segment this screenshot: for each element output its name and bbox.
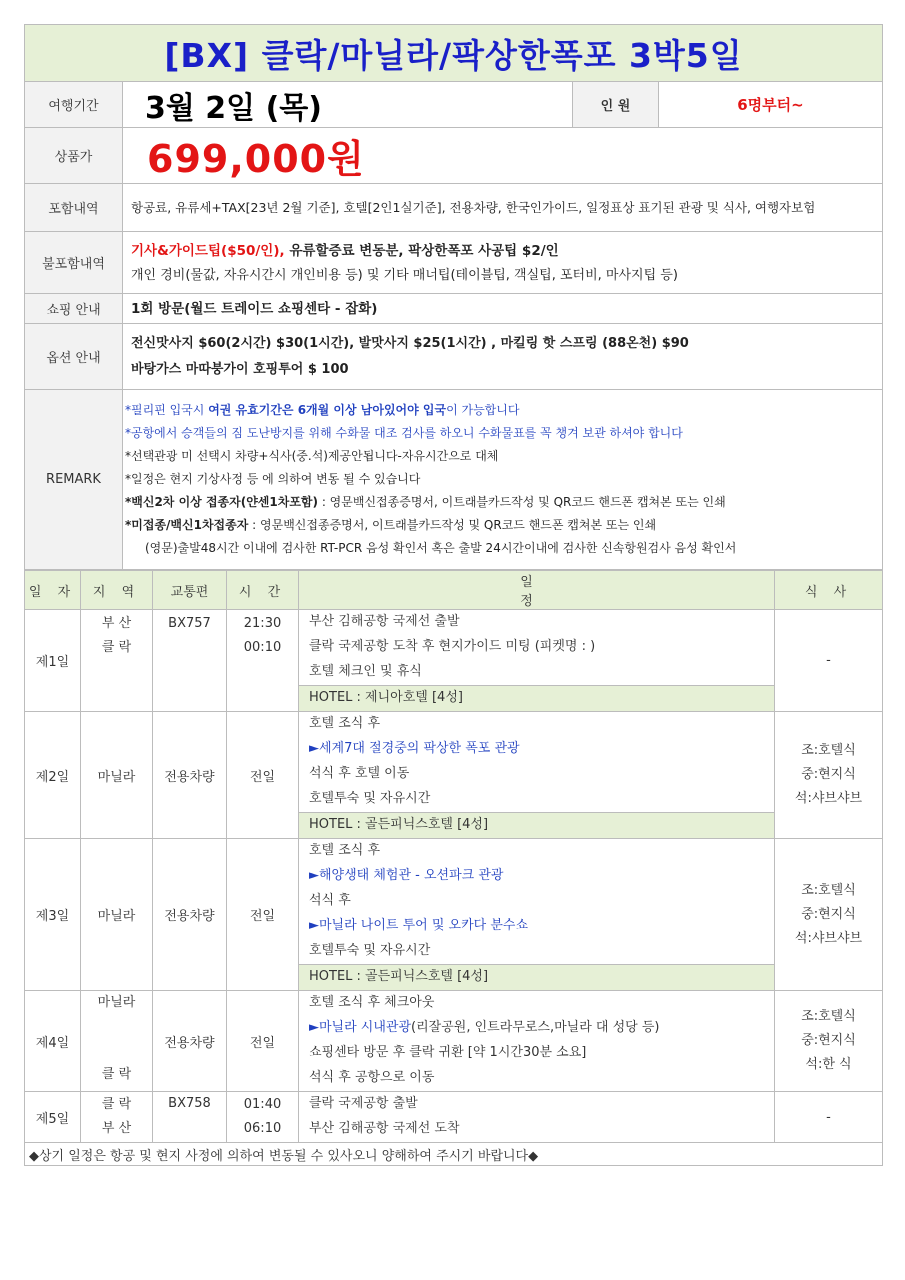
price-value: 699,000원 (123, 128, 883, 184)
period-label: 여행기간 (25, 82, 123, 128)
day5-label: 제5일 (25, 1092, 81, 1143)
included-label: 포함내역 (25, 184, 123, 232)
day3-time: 전일 (227, 839, 299, 991)
day1-plan: 부산 김해공항 국제선 출발 클락 국제공항 도착 후 현지가이드 미팅 (피켓명 : ) 호텔 체크인 및 휴식 HOTEL : 제니아호텔 [4성] (299, 610, 775, 712)
day4-meals: 조:호텔식 중:현지식 석:한 식 (775, 991, 883, 1092)
header-plan: 일 정 (299, 571, 775, 610)
footer-notice: ◆상기 일정은 항공 및 현지 사정에 의하여 변동될 수 있사오니 양해하여 주시기 바랍니다◆ (25, 1143, 883, 1166)
day4-plan: 호텔 조식 후 체크아웃 ►마닐라 시내관광(리잘공원, 인트라무로스,마닐라 대 성당 등) 쇼핑센타 방문 후 클락 귀환 [약 1시간30분 소요] 석식 후 공항으로 이동 (299, 991, 775, 1092)
day3-transport: 전용차량 (153, 839, 227, 991)
day4-time: 전일 (227, 991, 299, 1092)
remark-passport: *필리핀 입국시 여권 유효기간은 6개월 이상 남아있어야 입국이 가능합니다 (125, 403, 520, 417)
day1-label: 제1일 (25, 610, 81, 712)
remark-content (123, 390, 883, 570)
itinerary-sheet (24, 24, 882, 1166)
day2-region: 마닐라 (81, 712, 153, 839)
excluded-tip-text: 기사&가이드팁($50/인), (131, 242, 285, 259)
day4-row (25, 991, 883, 1092)
header-day: 일 자 (25, 571, 81, 610)
day3-hotel: HOTEL : 골든피닉스호텔 [4성] (299, 964, 775, 990)
day5-region: 클 락 부 산 (81, 1092, 153, 1143)
schedule-table (24, 570, 883, 1166)
price-label: 상품가 (25, 128, 123, 184)
header-time: 시 간 (227, 571, 299, 610)
remark-baggage: *공항에서 승객들의 짐 도난방지를 위해 수화물 대조 검사를 하오니 수화물표를 꼭 챙겨 보관 하셔야 합니다 (125, 426, 683, 440)
excluded-fuel-text: 유류할증료 변동분, 팍상한폭포 사공팁 $2/인 (284, 242, 559, 259)
remark-unvaccinated: *미접종/백신1차접종자 : 영문백신접종증명서, 이트래블카드작성 및 QR코드 핸드폰 캡쳐본 또는 인쇄 (125, 518, 657, 532)
people-label: 인 원 (573, 82, 659, 128)
remark-label: REMARK (25, 390, 123, 570)
header-transport: 교통편 (153, 571, 227, 610)
day1-row (25, 610, 883, 712)
people-value: 6명부터~ (659, 82, 883, 128)
day3-meals: 조:호텔식 중:현지식 석:샤브샤브 (775, 839, 883, 991)
header-region: 지 역 (81, 571, 153, 610)
option-value (123, 324, 883, 390)
day3-plan: 호텔 조식 후 ►해양생태 체험관 - 오션파크 관광 석식 후 ►마닐라 나이트 투어 및 오카다 분수쇼 호텔투숙 및 자유시간 HOTEL : 골든피닉스호텔 [4성] (299, 839, 775, 991)
excluded-label: 불포함내역 (25, 232, 123, 294)
day5-transport: BX758 (153, 1092, 227, 1143)
page-title: [BX] 클락/마닐라/팍상한폭포 3박5일 (25, 25, 883, 82)
excluded-personal-text: 개인 경비(물값, 자유시간시 개인비용 등) 및 기타 매너팁(테이블팁, 객실팁, 포터비, 마사지팁 등) (131, 267, 678, 283)
option-line-2: 바탕가스 마따붕가이 호핑투어 $ 100 (131, 361, 349, 377)
day1-meal: - (775, 610, 883, 712)
day2-label: 제2일 (25, 712, 81, 839)
option-label: 옵션 안내 (25, 324, 123, 390)
day2-time: 전일 (227, 712, 299, 839)
day4-label: 제4일 (25, 991, 81, 1092)
day1-transport: BX757 (153, 610, 227, 712)
day4-transport: 전용차량 (153, 991, 227, 1092)
remark-vaccinated: *백신2차 이상 접종자(얀센1차포함) : 영문백신접종증명서, 이트래블카드작성 및 QR코드 핸드폰 캡쳐본 또는 인쇄 (125, 495, 726, 509)
day2-hotel: HOTEL : 골든피닉스호텔 [4성] (299, 812, 775, 838)
excluded-value (123, 232, 883, 294)
day1-time: 21:30 00:10 (227, 610, 299, 712)
day2-meals: 조:호텔식 중:현지식 석:샤브샤브 (775, 712, 883, 839)
day3-label: 제3일 (25, 839, 81, 991)
schedule-header (25, 571, 883, 610)
day3-region: 마닐라 (81, 839, 153, 991)
remark-option: *선택관광 미 선택시 차량+식사(중.석)제공안됩니다-자유시간으로 대체 (125, 449, 499, 463)
info-table (24, 24, 883, 570)
day2-row (25, 712, 883, 839)
day5-time: 01:40 06:10 (227, 1092, 299, 1143)
day5-row (25, 1092, 883, 1143)
option-line-1: 전신맛사지 $60(2시간) $30(1시간), 발맛사지 $25(1시간) , 마킬링 핫 스프링 (88온천) $90 (131, 335, 689, 351)
shopping-label: 쇼핑 안내 (25, 294, 123, 324)
day4-region: 마닐라 클 락 (81, 991, 153, 1092)
day3-row (25, 839, 883, 991)
day1-region: 부 산 클 락 (81, 610, 153, 712)
day5-meal: - (775, 1092, 883, 1143)
day2-plan: 호텔 조식 후 ►세계7대 절경중의 팍상한 폭포 관광 석식 후 호텔 이동 호텔투숙 및 자유시간 HOTEL : 골든피닉스호텔 [4성] (299, 712, 775, 839)
shopping-value: 1회 방문(월드 트레이드 쇼핑센타 - 잡화) (123, 294, 883, 324)
period-value: 3월 2일 (목) (123, 82, 573, 128)
day5-plan: 클락 국제공항 출발 부산 김해공항 국제선 도착 (299, 1092, 775, 1143)
day2-transport: 전용차량 (153, 712, 227, 839)
header-meal: 식 사 (775, 571, 883, 610)
remark-pcr: (영문)출발48시간 이내에 검사한 RT-PCR 음성 확인서 혹은 출발 24시간이내에 검사한 신속항원검사 음성 확인서 (145, 541, 737, 555)
remark-weather: *일정은 현지 기상사정 등 에 의하여 변동 될 수 있습니다 (125, 472, 421, 486)
day1-hotel: HOTEL : 제니아호텔 [4성] (299, 685, 775, 711)
included-value: 항공료, 유류세+TAX[23년 2월 기준], 호텔[2인1실기준], 전용차량, 한국인가이드, 일정표상 표기된 관광 및 식사, 여행자보험 (123, 184, 883, 232)
